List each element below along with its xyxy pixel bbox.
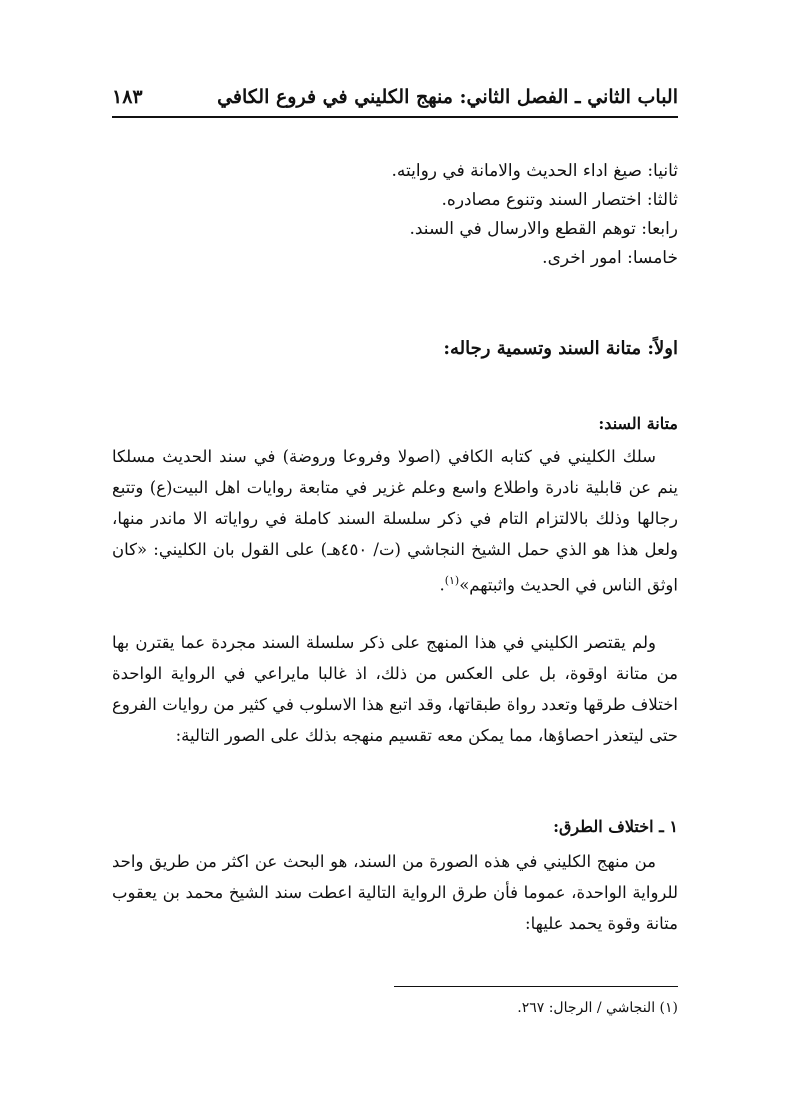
- paragraph-text: سلك الكليني في كتابه الكافي (اصولا وفروعا وروضة) في سند الحديث مسلكا ينم عن قابلية نادرة واطلاع واسع وعلم غزير في متابعة روايات اهل البيت(ع) وتتبع رجالها وذلك بالالتزام التام في ذكر سلسلة السند كاملة في رواياته الا ماندر منها، ولعل هذا هو الذي حمل الشيخ النجاشي (ت/ ٤٥٠هـ) على القول بان الكليني: «كان اوثق الناس في الحديث واثبتهم»: [112, 447, 679, 595]
- running-header: [112, 82, 678, 118]
- list-item: ثالثا: اختصار السند وتنوع مصادره.: [441, 190, 678, 210]
- outline-list: [238, 158, 678, 274]
- paragraph: ولم يقتصر الكليني في هذا المنهج على ذكر سلسلة السند مجردة عما يقترن بها من متانة اوقوة، بل على العكس من ذلك، اذ غالبا مايراعي في الرواية الواحدة اختلاف طرقها وتعدد رواة طبقاتها، وقد اتبع هذا الاسلوب في كثير من روايات الفروع حتى ليتعذر احصاؤها، مما يمكن معه تقسيم منهجه بذلك على الصور التالية:: [112, 633, 678, 745]
- chapter-title: الباب الثاني ـ الفصل الثاني: منهج الكليني في فروع الكافي: [217, 86, 678, 108]
- paragraph-end: .: [439, 575, 445, 595]
- footnote-divider: [394, 986, 678, 987]
- paragraph: [112, 441, 678, 601]
- subsection-heading: ١ ـ اختلاف الطرق:: [553, 817, 678, 836]
- list-item: خامسا: امور اخرى.: [542, 248, 678, 268]
- paragraph: من منهج الكليني في هذه الصورة من السند، هو البحث عن اكثر من طريق واحد للرواية الواحدة، عموما فأن طرق الرواية التالية اعطت سند الشيخ محمد بن يعقوب متانة وقوة يحمد عليها:: [112, 852, 678, 933]
- section-heading: اولاً: متانة السند وتسمية رجاله:: [443, 338, 678, 359]
- list-item: ثانيا: صيغ اداء الحديث والامانة في روايته.: [391, 161, 678, 181]
- subsection-heading: متانة السند:: [598, 414, 678, 433]
- footnote: (١) النجاشي / الرجال: ٢٦٧.: [517, 1000, 678, 1016]
- footnote-reference: (١): [444, 574, 460, 587]
- page-number: ١٨٣: [112, 86, 143, 108]
- list-item: رابعا: توهم القطع والارسال في السند.: [409, 219, 678, 239]
